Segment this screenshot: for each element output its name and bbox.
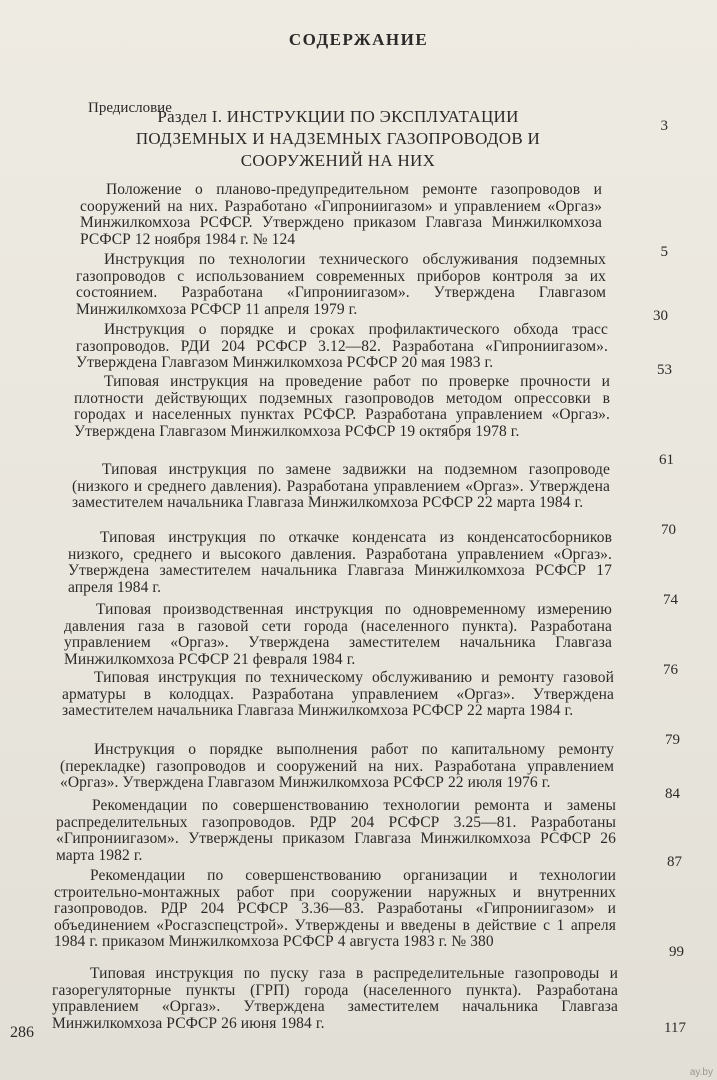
toc-entry: Типовая инструкция на проведение работ по проверке прочности и плотности действующих подземных газопроводов методом опрессовки в городах и населенных пунктах РСФСР. Разработана управлением «Оргаз». Утверждена Главгазом Минжилкомхоза РСФСР 19 октября 1978 г. (74, 373, 610, 440)
toc-page-number: 61 (659, 452, 674, 468)
toc-entry: Положение о планово-предупредительном ремонте газопроводов и сооружений на них. Разработано «Гипрониигазом» и управлением «Оргаз» Минжилкомхоза РСФСР. Утверждено приказом Главгаза Минжилкомхоза РСФСР 12 ноября 1984 г. № 124 (80, 181, 602, 248)
section-title: Раздел I. ИНСТРУКЦИИ ПО ЭКСПЛУАТАЦИИ ПОДЗЕМНЫХ И НАДЗЕМНЫХ ГАЗОПРОВОДОВ И СООРУЖЕНИЙ НА НИХ (135, 107, 541, 170)
watermark: ay.by (689, 1067, 713, 1078)
toc-page-number: 117 (664, 1020, 686, 1036)
toc-page-number: 99 (669, 944, 684, 960)
toc-page-number: 79 (665, 732, 680, 748)
toc-entry: Типовая инструкция по замене задвижки на подземном газопроводе (низкого и среднего давления). Разработана управлением «Оргаз». Утверждена заместителем начальника Главгаза Минжилкомхоза РСФСР 22 марта 1984 г. (72, 461, 610, 512)
toc-page-number: 53 (657, 362, 672, 378)
toc-entry: Типовая инструкция по техническому обслуживанию и ремонту газовой арматуры в колодцах. Разработана управлением «Оргаз». Утверждена заместителем начальника Главгаза Минжилкомхоза РСФСР 22 марта 1984 г. (62, 669, 614, 720)
preface-page-number: 3 (660, 118, 668, 134)
toc-page-number: 70 (661, 522, 676, 538)
toc-entry: Рекомендации по совершенствованию организации и технологии строительно-монтажных работ при сооружении наружных и внутренних газопроводов. РДР 204 РСФСР 3.36—83. Разработаны «Гипрониигазом» и объединением «Росгазспецстрой». Утверждены и введены в действие с 1 апреля 1984 г. приказом Минжилкомхоза РСФСР 4 августа 1983 г. № 380 (54, 867, 616, 951)
toc-page-number: 5 (660, 244, 668, 260)
toc-page-number: 30 (653, 308, 668, 324)
toc-page-number: 74 (663, 592, 678, 608)
preface-label: Предисловие (88, 100, 172, 116)
toc-entry: Инструкция по технологии технического обслуживания подземных газопроводов с использованием современных приборов контроля за их состоянием. Разработана «Гипрониигазом». Утверждена Главгазом Минжилкомхоза РСФСР 11 апреля 1979 г. (76, 251, 606, 318)
toc-entry: Типовая производственная инструкция по одновременному измерению давления газа в газовой сети города (населенного пункта). Разработана управлением «Оргаз». Утверждена заместителем начальника Главгаза Минжилкомхоза РСФСР 21 февраля 1984 г. (64, 601, 612, 668)
toc-entry: Рекомендации по совершенствованию технологии ремонта и замены распределительных газопроводов. РДР 204 РСФСР 3.25—81. Разработаны «Гипрониигазом». Утверждены приказом Главгаза Минжилкомхоза РСФСР 26 марта 1982 г. (56, 797, 616, 864)
folio-page-number: 286 (10, 1024, 34, 1041)
toc-entry: Типовая инструкция по откачке конденсата из конденсатосборников низкого, среднего и высокого давления. Разработана управлением «Оргаз». Утверждена заместителем начальника Главгаза Минжилкомхоза РСФСР 17 апреля 1984 г. (68, 529, 612, 596)
toc-entry: Типовая инструкция по пуску газа в распределительные газопроводы и газорегуляторные пункты (ГРП) города (населенного пункта). Разработана управлением «Оргаз». Утверждена заместителем начальника Главгаза Минжилкомхоза РСФСР 26 июня 1984 г. (52, 965, 618, 1032)
toc-entry: Инструкция о порядке и сроках профилактического обхода трасс газопроводов. РДИ 204 РСФСР 3.12—82. Разработана «Гипрониигазом». Утверждена Главгазом Минжилкомхоза РСФСР 20 мая 1983 г. (76, 321, 608, 372)
toc-page-number: 76 (663, 662, 678, 678)
toc-page-number: 84 (665, 786, 680, 802)
page-heading: СОДЕРЖАНИЕ (288, 30, 429, 49)
toc-entry: Инструкция о порядке выполнения работ по капитальному ремонту (перекладке) газопроводов и сооружений на них. Разработана управлением «Оргаз». Утверждена Главгазом Минжилкомхоза РСФСР 22 июля 1976 г. (60, 741, 614, 792)
toc-page-number: 87 (667, 854, 682, 870)
